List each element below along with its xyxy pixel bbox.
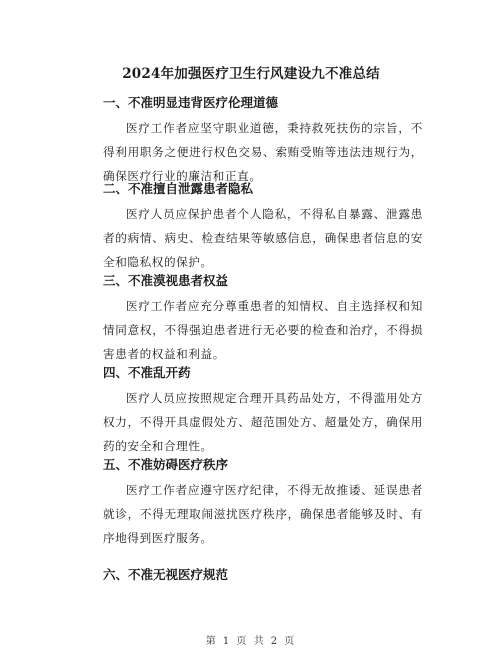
section-heading: 四、不准乱开药 (103, 365, 191, 380)
section-body: 医疗工作者应充分尊重患者的知情权、自主选择权和知情同意权，不得强迫患者进行无必要的检查和治疗，不得损害患者的权益和利益。 (103, 299, 423, 362)
section-2 (103, 180, 423, 275)
section-heading: 一、不准明显违背医疗伦理道德 (103, 95, 279, 110)
section-5 (103, 456, 423, 551)
section-6 (103, 566, 423, 588)
section-body: 医疗人员应按照规定合理开具药品处方，不得滥用处方权力，不得开具虚假处方、超范围处方、超量处方，确保用药的安全和合理性。 (103, 391, 423, 454)
section-1 (103, 94, 423, 189)
page-number: 第 1 页 共 2 页 (205, 636, 297, 647)
section-heading: 五、不准妨碍医疗秩序 (103, 457, 229, 472)
document-title: 2024年加强医疗卫生行风建设九不准总结 (122, 66, 380, 82)
section-heading: 三、不准漠视患者权益 (103, 273, 229, 288)
section-body: 医疗人员应保护患者个人隐私，不得私自暴露、泄露患者的病情、病史、检查结果等敏感信息，确保患者信息的安全和隐私权的保护。 (103, 207, 423, 270)
section-4 (103, 364, 423, 459)
section-body: 医疗工作者应坚守职业道德，秉持救死扶伤的宗旨，不得利用职务之便进行权色交易、索贿受贿等违法违规行为，确保医疗行业的廉洁和正直。 (103, 121, 423, 184)
section-body: 医疗工作者应遵守医疗纪律，不得无故推诿、延误患者就诊，不得无理取闹滋扰医疗秩序，确保患者能够及时、有序地得到医疗服务。 (103, 483, 423, 546)
section-3 (103, 272, 423, 367)
section-heading: 二、不准擅自泄露患者隐私 (103, 181, 254, 196)
section-heading: 六、不准无视医疗规范 (103, 567, 229, 582)
